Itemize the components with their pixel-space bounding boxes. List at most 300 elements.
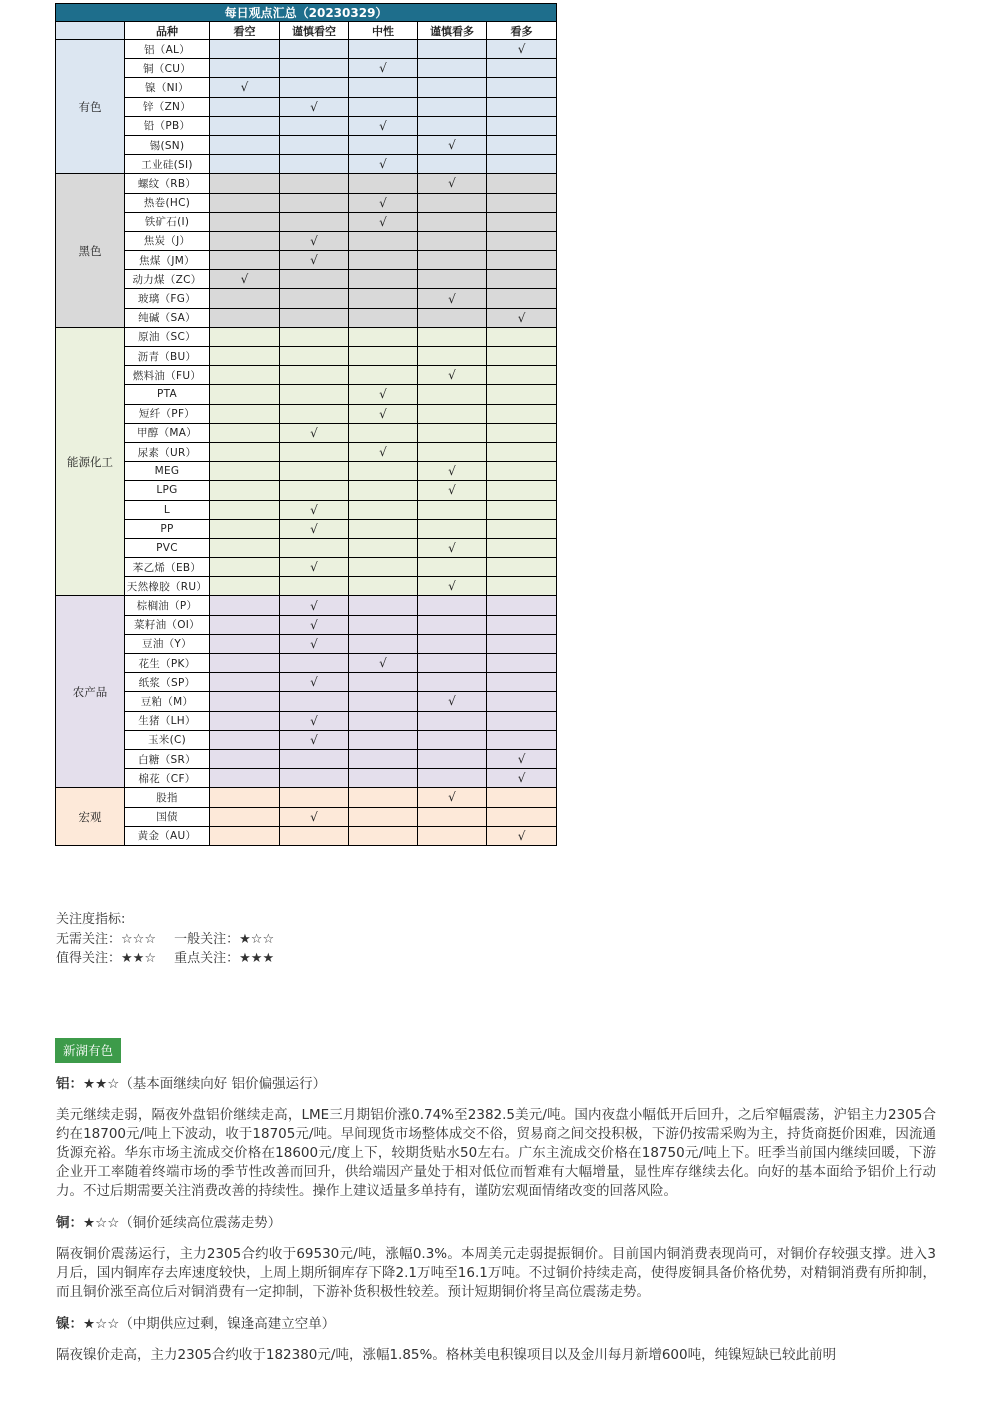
view-cell xyxy=(487,788,557,807)
view-cell xyxy=(210,462,280,481)
view-cell xyxy=(349,826,418,845)
header-group-blank xyxy=(56,22,125,40)
legend-stars-worth: ★★☆ xyxy=(121,951,156,966)
view-cell xyxy=(487,135,557,154)
table-row xyxy=(56,462,557,481)
view-cell xyxy=(418,673,487,692)
view-cell xyxy=(210,155,280,174)
view-cell xyxy=(210,97,280,116)
view-cell xyxy=(418,788,487,807)
view-cell xyxy=(418,692,487,711)
view-cell xyxy=(280,40,349,59)
variety-name: 黄金（AU） xyxy=(125,826,210,845)
header-bullish: 看多 xyxy=(487,22,557,40)
view-cell xyxy=(418,462,487,481)
view-cell xyxy=(487,749,557,768)
view-cell xyxy=(418,174,487,193)
view-cell xyxy=(418,577,487,596)
table-row xyxy=(56,155,557,174)
group-label: 能源化工 xyxy=(56,327,125,596)
group-label: 宏观 xyxy=(56,788,125,846)
view-cell xyxy=(418,807,487,826)
variety-name: 尿素（UR） xyxy=(125,442,210,461)
view-cell xyxy=(487,500,557,519)
view-cell xyxy=(210,78,280,97)
header-variety: 品种 xyxy=(125,22,210,40)
view-cell xyxy=(418,308,487,327)
view-cell xyxy=(349,788,418,807)
view-cell xyxy=(418,116,487,135)
view-cell xyxy=(349,193,418,212)
legend-label-none: 无需关注： xyxy=(56,931,122,947)
view-cell xyxy=(487,404,557,423)
view-cell xyxy=(280,423,349,442)
check-mark-icon: √ xyxy=(379,157,387,172)
view-cell xyxy=(349,711,418,730)
variety-name: L xyxy=(125,500,210,519)
view-cell xyxy=(210,538,280,557)
view-cell xyxy=(210,116,280,135)
table-row xyxy=(56,769,557,788)
legend-stars-key: ★★★ xyxy=(239,951,275,966)
view-cell xyxy=(418,385,487,404)
variety-name: 花生（PK） xyxy=(125,654,210,673)
table-row xyxy=(56,289,557,308)
view-cell xyxy=(349,385,418,404)
table-row xyxy=(56,711,557,730)
view-cell xyxy=(487,711,557,730)
variety-name: 锡(SN) xyxy=(125,135,210,154)
check-mark-icon: √ xyxy=(517,310,526,325)
view-cell xyxy=(349,654,418,673)
view-cell xyxy=(487,212,557,231)
view-cell xyxy=(349,366,418,385)
view-cell xyxy=(487,327,557,346)
view-cell xyxy=(487,730,557,749)
view-cell xyxy=(487,289,557,308)
view-cell xyxy=(210,519,280,538)
view-cell xyxy=(418,212,487,231)
check-mark-icon: √ xyxy=(310,253,318,268)
group-label: 黑色 xyxy=(56,174,125,328)
check-mark-icon: √ xyxy=(517,752,526,767)
view-cell xyxy=(487,538,557,557)
view-cell xyxy=(487,654,557,673)
view-cell xyxy=(418,769,487,788)
table-row xyxy=(56,788,557,807)
legend-stars-none: ☆☆☆ xyxy=(121,931,156,947)
view-cell xyxy=(349,251,418,270)
check-mark-icon: √ xyxy=(310,99,318,114)
check-mark-icon: √ xyxy=(310,732,318,747)
view-cell xyxy=(418,500,487,519)
nickel-label: 镍： xyxy=(56,1316,83,1332)
view-cell xyxy=(349,231,418,250)
view-cell xyxy=(487,40,557,59)
check-mark-icon: √ xyxy=(448,790,456,805)
table-row xyxy=(56,366,557,385)
header-cautious-bullish: 谨慎看多 xyxy=(418,22,487,40)
table-row xyxy=(56,826,557,845)
view-cell xyxy=(210,193,280,212)
table-row xyxy=(56,538,557,557)
check-mark-icon: √ xyxy=(310,233,318,248)
view-cell xyxy=(210,347,280,366)
view-cell xyxy=(349,347,418,366)
view-cell xyxy=(487,519,557,538)
variety-name: 焦煤（JM） xyxy=(125,251,210,270)
variety-name: 纯碱（SA） xyxy=(125,308,210,327)
table-row xyxy=(56,347,557,366)
view-cell xyxy=(280,78,349,97)
view-cell xyxy=(418,404,487,423)
check-mark-icon: √ xyxy=(448,176,456,191)
view-cell xyxy=(487,155,557,174)
view-cell xyxy=(210,289,280,308)
table-row xyxy=(56,193,557,212)
view-cell xyxy=(487,634,557,653)
view-cell xyxy=(349,615,418,634)
view-cell xyxy=(349,135,418,154)
table-row xyxy=(56,251,557,270)
table-row xyxy=(56,404,557,423)
variety-name: 天然橡胶（RU） xyxy=(125,577,210,596)
view-cell xyxy=(349,749,418,768)
header-cautious-bearish: 谨慎看空 xyxy=(280,22,349,40)
table-row xyxy=(56,749,557,768)
view-cell xyxy=(280,97,349,116)
view-cell xyxy=(210,135,280,154)
view-cell xyxy=(487,673,557,692)
variety-name: 股指 xyxy=(125,788,210,807)
variety-name: 镍（NI） xyxy=(125,78,210,97)
variety-name: 沥青（BU） xyxy=(125,347,210,366)
view-cell xyxy=(487,116,557,135)
table-row xyxy=(56,270,557,289)
view-cell xyxy=(280,251,349,270)
view-cell xyxy=(418,270,487,289)
legend-title: 关注度指标: xyxy=(56,912,126,927)
table-row xyxy=(56,596,557,615)
check-mark-icon: √ xyxy=(517,42,526,57)
table-row xyxy=(56,807,557,826)
view-cell xyxy=(349,558,418,577)
variety-name: 铅（PB） xyxy=(125,116,210,135)
view-cell xyxy=(349,270,418,289)
view-cell xyxy=(418,155,487,174)
variety-name: 豆粕（M） xyxy=(125,692,210,711)
view-cell xyxy=(418,481,487,500)
view-cell xyxy=(280,231,349,250)
check-mark-icon: √ xyxy=(379,118,387,133)
variety-name: 锌（ZN） xyxy=(125,97,210,116)
view-cell xyxy=(210,212,280,231)
view-cell xyxy=(487,308,557,327)
view-cell xyxy=(349,423,418,442)
table-row xyxy=(56,577,557,596)
table-row xyxy=(56,174,557,193)
view-cell xyxy=(210,558,280,577)
view-cell xyxy=(418,135,487,154)
view-cell xyxy=(280,462,349,481)
view-cell xyxy=(210,634,280,653)
variety-name: 铝（AL） xyxy=(125,40,210,59)
view-cell xyxy=(280,826,349,845)
view-cell xyxy=(210,40,280,59)
view-cell xyxy=(487,692,557,711)
view-cell xyxy=(210,749,280,768)
view-cell xyxy=(280,730,349,749)
view-cell xyxy=(418,423,487,442)
view-cell xyxy=(210,673,280,692)
legend-label-key: 重点关注： xyxy=(174,951,240,966)
view-cell xyxy=(210,481,280,500)
table-row xyxy=(56,308,557,327)
check-mark-icon: √ xyxy=(310,521,318,536)
copper-heading xyxy=(56,1213,936,1233)
aluminum-body: 美元继续走弱，隔夜外盘铝价继续走高，LME三月期铝价涨0.74%至2382.5美元/吨。国内夜盘小幅低开后回升，之后窄幅震荡，沪铝主力2305合约在18700元/吨上下波动，收于18705元/吨。早间现货市场整体成交不俗，贸易商之间交投积极，下游仍按需采购为主，持货商挺价困难，因流通货源充裕。华东市场主流成交价格在18600元/度上下，较期货贴水50左右。广东主流成交价格在18750元/吨上下。旺季当前国内继续回暖，下游企业开工率随着终端市场的季节性改善而回升，供给端因产量处于相对低位而暂难有大幅增量，显性库存继续去化。向好的基本面给予铝价上行动力。不过后期需要关注消费改善的持续性。操作上建议适量多单持有，谨防宏观面情绪改变的回落风险。 xyxy=(56,1107,936,1199)
table-row xyxy=(56,519,557,538)
variety-name: 国债 xyxy=(125,807,210,826)
header-row xyxy=(56,22,557,40)
view-cell xyxy=(487,385,557,404)
view-cell xyxy=(280,634,349,653)
view-cell xyxy=(210,807,280,826)
copper-stars: ★☆☆ xyxy=(83,1215,120,1231)
view-cell xyxy=(280,673,349,692)
view-cell xyxy=(210,500,280,519)
view-cell xyxy=(487,270,557,289)
view-cell xyxy=(280,155,349,174)
table-row xyxy=(56,634,557,653)
check-mark-icon: √ xyxy=(310,560,318,575)
view-cell xyxy=(487,251,557,270)
view-cell xyxy=(280,596,349,615)
check-mark-icon: √ xyxy=(448,368,456,383)
view-cell xyxy=(280,308,349,327)
check-mark-icon: √ xyxy=(310,636,318,651)
view-cell xyxy=(280,500,349,519)
view-cell xyxy=(418,59,487,78)
view-cell xyxy=(210,327,280,346)
article-content xyxy=(56,1074,936,1377)
view-cell xyxy=(280,385,349,404)
view-cell xyxy=(487,807,557,826)
table-row xyxy=(56,135,557,154)
table-row xyxy=(56,59,557,78)
view-cell xyxy=(210,692,280,711)
view-cell xyxy=(349,577,418,596)
variety-name: 白糖（SR） xyxy=(125,749,210,768)
view-cell xyxy=(280,654,349,673)
view-cell xyxy=(280,327,349,346)
view-cell xyxy=(210,788,280,807)
variety-name: 焦炭（J） xyxy=(125,231,210,250)
view-cell xyxy=(418,78,487,97)
variety-name: 玉米(C) xyxy=(125,730,210,749)
view-cell xyxy=(349,155,418,174)
variety-name: 铁矿石(I) xyxy=(125,212,210,231)
legend-stars-general: ★☆☆ xyxy=(239,931,275,947)
view-cell xyxy=(349,404,418,423)
nickel-subtitle: （中期供应过剩，镍逢高建立空单） xyxy=(119,1316,336,1332)
view-cell xyxy=(280,558,349,577)
variety-name: 原油（SC） xyxy=(125,327,210,346)
view-cell xyxy=(487,59,557,78)
view-cell xyxy=(349,97,418,116)
view-cell xyxy=(418,193,487,212)
daily-view-summary-table xyxy=(55,3,557,846)
view-cell xyxy=(210,711,280,730)
variety-name: PP xyxy=(125,519,210,538)
variety-name: 菜籽油（OI） xyxy=(125,615,210,634)
view-cell xyxy=(487,231,557,250)
view-cell xyxy=(418,596,487,615)
aluminum-label: 铝： xyxy=(56,1076,83,1092)
variety-name: 螺纹（RB） xyxy=(125,174,210,193)
check-mark-icon: √ xyxy=(379,61,387,76)
view-cell xyxy=(487,97,557,116)
check-mark-icon: √ xyxy=(448,138,456,153)
variety-name: 短纤（PF） xyxy=(125,404,210,423)
view-cell xyxy=(418,654,487,673)
attention-legend xyxy=(56,910,274,969)
view-cell xyxy=(349,174,418,193)
view-cell xyxy=(280,538,349,557)
table-row xyxy=(56,423,557,442)
view-cell xyxy=(349,40,418,59)
view-cell xyxy=(280,270,349,289)
check-mark-icon: √ xyxy=(310,809,318,824)
view-cell xyxy=(210,385,280,404)
view-cell xyxy=(210,442,280,461)
view-cell xyxy=(418,251,487,270)
view-cell xyxy=(418,366,487,385)
table-row xyxy=(56,692,557,711)
check-mark-icon: √ xyxy=(517,828,526,843)
view-cell xyxy=(210,730,280,749)
view-cell xyxy=(349,500,418,519)
variety-name: LPG xyxy=(125,481,210,500)
view-cell xyxy=(487,558,557,577)
view-cell xyxy=(487,366,557,385)
table-row xyxy=(56,654,557,673)
view-cell xyxy=(349,116,418,135)
nickel-stars: ★☆☆ xyxy=(83,1316,120,1332)
group-label: 有色 xyxy=(56,40,125,174)
group-label: 农产品 xyxy=(56,596,125,788)
check-mark-icon: √ xyxy=(310,675,318,690)
view-cell xyxy=(280,366,349,385)
check-mark-icon: √ xyxy=(310,617,318,632)
table-row xyxy=(56,615,557,634)
view-cell xyxy=(487,481,557,500)
view-cell xyxy=(210,769,280,788)
table-row xyxy=(56,481,557,500)
view-cell xyxy=(349,308,418,327)
view-cell xyxy=(280,577,349,596)
view-cell xyxy=(418,327,487,346)
view-cell xyxy=(487,615,557,634)
view-cell xyxy=(280,769,349,788)
check-mark-icon: √ xyxy=(379,195,387,210)
check-mark-icon: √ xyxy=(310,502,318,517)
aluminum-subtitle: （基本面继续向好 铝价偏强运行） xyxy=(119,1076,327,1092)
check-mark-icon: √ xyxy=(379,406,387,421)
view-cell xyxy=(210,596,280,615)
view-cell xyxy=(210,366,280,385)
view-cell xyxy=(418,442,487,461)
view-cell xyxy=(418,711,487,730)
view-cell xyxy=(487,442,557,461)
view-cell xyxy=(418,749,487,768)
view-cell xyxy=(210,423,280,442)
view-cell xyxy=(280,116,349,135)
table-row xyxy=(56,97,557,116)
variety-name: 动力煤（ZC） xyxy=(125,270,210,289)
view-cell xyxy=(280,481,349,500)
view-cell xyxy=(418,634,487,653)
check-mark-icon: √ xyxy=(448,483,456,498)
view-cell xyxy=(418,615,487,634)
copper-subtitle: （铜价延续高位震荡走势） xyxy=(119,1215,282,1231)
view-cell xyxy=(487,577,557,596)
table-row xyxy=(56,327,557,346)
view-cell xyxy=(349,59,418,78)
view-cell xyxy=(349,327,418,346)
variety-name: 铜（CU） xyxy=(125,59,210,78)
variety-name: 热卷(HC) xyxy=(125,193,210,212)
view-cell xyxy=(418,538,487,557)
view-cell xyxy=(487,826,557,845)
view-cell xyxy=(280,711,349,730)
variety-name: 豆油（Y） xyxy=(125,634,210,653)
view-cell xyxy=(280,289,349,308)
view-cell xyxy=(210,826,280,845)
variety-name: PTA xyxy=(125,385,210,404)
table-row xyxy=(56,730,557,749)
view-cell xyxy=(418,826,487,845)
check-mark-icon: √ xyxy=(448,291,456,306)
view-cell xyxy=(349,462,418,481)
view-cell xyxy=(280,347,349,366)
table-row xyxy=(56,385,557,404)
view-cell xyxy=(280,519,349,538)
view-cell xyxy=(210,231,280,250)
view-cell xyxy=(280,788,349,807)
view-cell xyxy=(487,769,557,788)
view-cell xyxy=(280,442,349,461)
variety-name: 棉花（CF） xyxy=(125,769,210,788)
view-cell xyxy=(487,423,557,442)
view-cell xyxy=(349,519,418,538)
copper-body: 隔夜铜价震荡运行，主力2305合约收于69530元/吨，涨幅0.3%。本周美元走弱提振铜价。目前国内铜消费表现尚可，对铜价存较强支撑。进入3月后，国内铜库存去库速度较快，上周上期所铜库存下降2.1万吨至16.1万吨。不过铜价持续走高，使得废铜具备价格优势，对精铜消费有所抑制，而且铜价涨至高位后对铜消费有一定抑制，下游补货积极性较差。预计短期铜价将呈高位震荡走势。 xyxy=(56,1246,936,1300)
check-mark-icon: √ xyxy=(379,387,387,402)
view-cell xyxy=(210,174,280,193)
check-mark-icon: √ xyxy=(448,464,456,479)
view-cell xyxy=(418,347,487,366)
view-cell xyxy=(280,212,349,231)
view-cell xyxy=(210,404,280,423)
view-cell xyxy=(487,462,557,481)
view-cell xyxy=(349,769,418,788)
table-row xyxy=(56,40,557,59)
check-mark-icon: √ xyxy=(379,214,387,229)
check-mark-icon: √ xyxy=(310,425,318,440)
legend-label-worth: 值得关注： xyxy=(56,951,122,966)
table-row xyxy=(56,212,557,231)
check-mark-icon: √ xyxy=(448,579,456,594)
